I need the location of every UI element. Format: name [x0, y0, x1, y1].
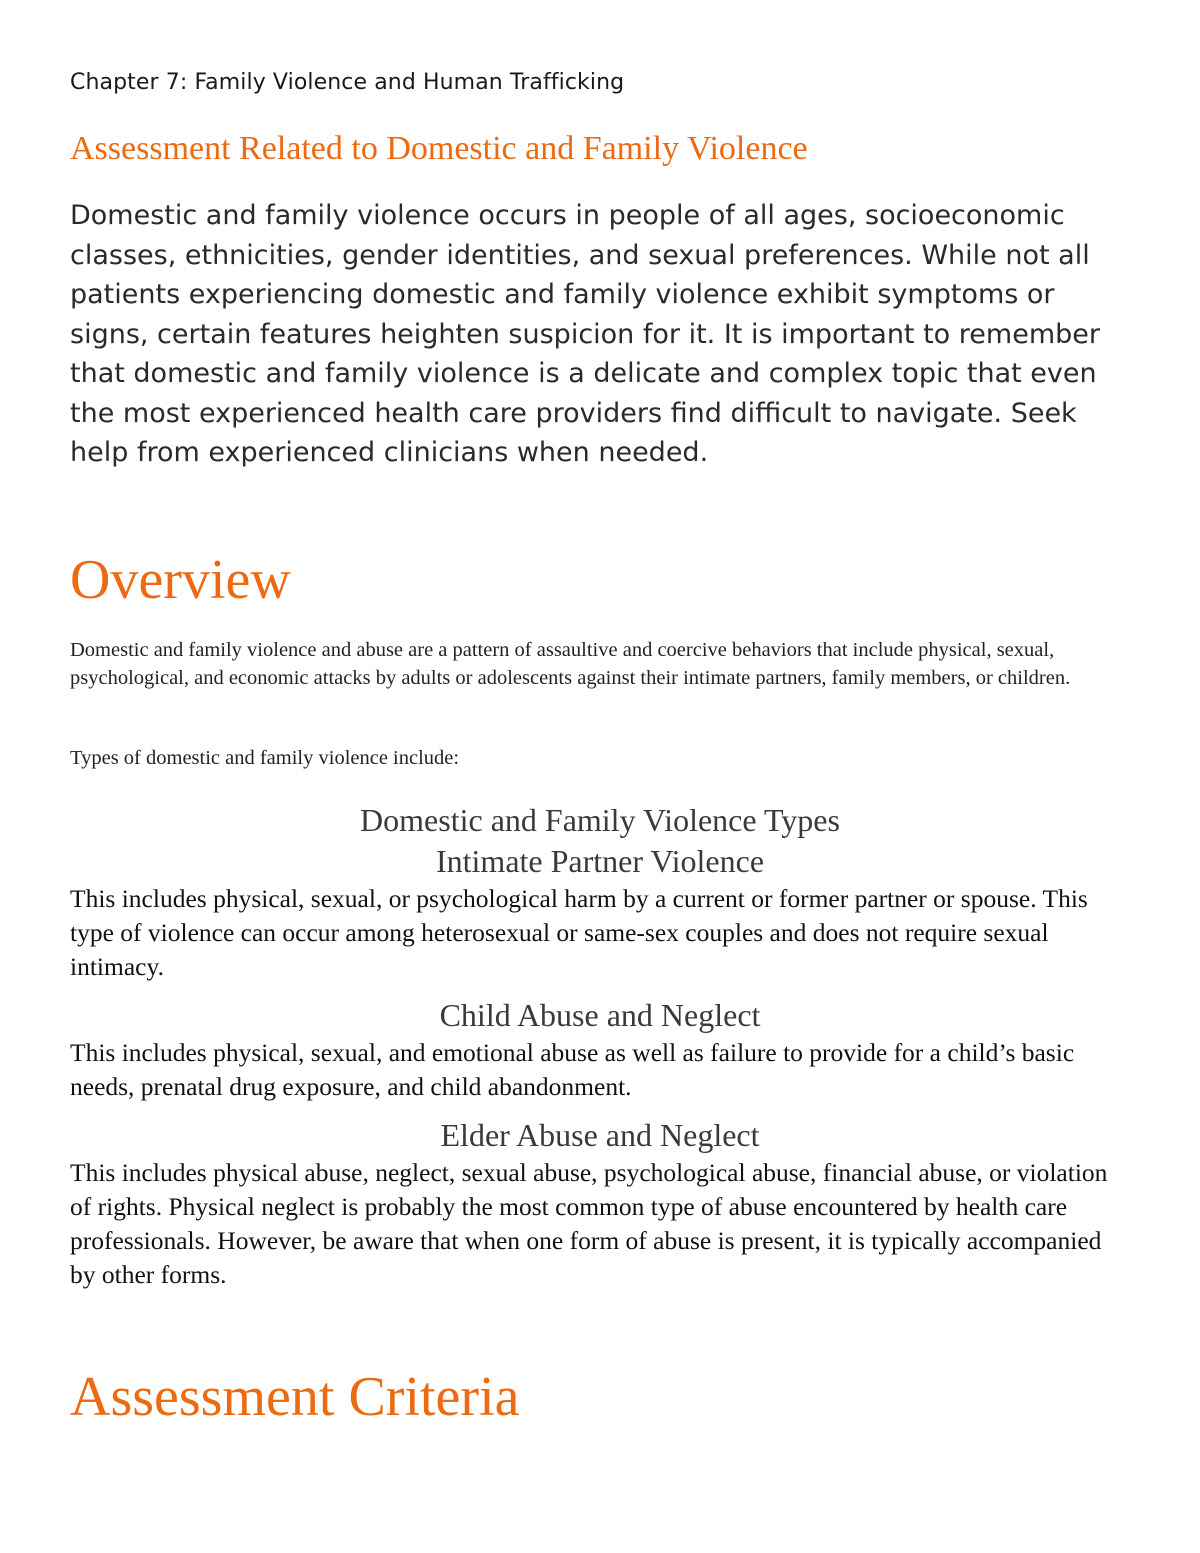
assessment-criteria-heading: Assessment Criteria	[70, 1366, 520, 1428]
overview-heading: Overview	[70, 549, 291, 611]
type-item-intimate-partner	[70, 840, 1130, 984]
type-name: Intimate Partner Violence	[435, 843, 765, 879]
section-title: Assessment Related to Domestic and Family Violence	[70, 130, 808, 167]
type-description: This includes physical abuse, neglect, sexual abuse, psychological abuse, financial abuse, or violation of rights. Physical neglect is probably the most common type of abuse encountered by health care professionals. However, be aware that when one form of abuse is present, it is typically accompanied by other forms.	[70, 1158, 1108, 1289]
violence-types-table	[70, 800, 1130, 1302]
types-intro: Types of domestic and family violence include:	[70, 747, 460, 769]
type-item-child-abuse	[70, 994, 1130, 1104]
type-name: Child Abuse and Neglect	[439, 997, 761, 1033]
type-description: This includes physical, sexual, or psychological harm by a current or former partner or spouse. This type of violence can occur among heterosexual or same-sex couples and does not require sexual intimacy.	[70, 884, 1088, 981]
chapter-header: Chapter 7: Family Violence and Human Trafficking	[70, 70, 625, 95]
intro-paragraph: Domestic and family violence occurs in people of all ages, socioeconomic classes, ethnicities, gender identities, and sexual preferences. While not all patients experiencing domestic and family violence exhibit symptoms or signs, certain features heighten suspicion for it. It is important to remember that domestic and family violence is a delicate and complex topic that even the most experienced health care providers find difficult to navigate. Seek help from experienced clinicians when needed.	[70, 200, 1100, 468]
types-table-title: Domestic and Family Violence Types	[360, 802, 840, 838]
type-name: Elder Abuse and Neglect	[440, 1117, 760, 1153]
type-item-elder-abuse	[70, 1114, 1130, 1292]
overview-paragraph: Domestic and family violence and abuse are a pattern of assaultive and coercive behaviors that include physical, sexual, psychological, and economic attacks by adults or adolescents against their intimate partners, family members, or children.	[70, 639, 1071, 689]
type-description: This includes physical, sexual, and emotional abuse as well as failure to provide for a child’s basic needs, prenatal drug exposure, and child abandonment.	[70, 1038, 1075, 1101]
